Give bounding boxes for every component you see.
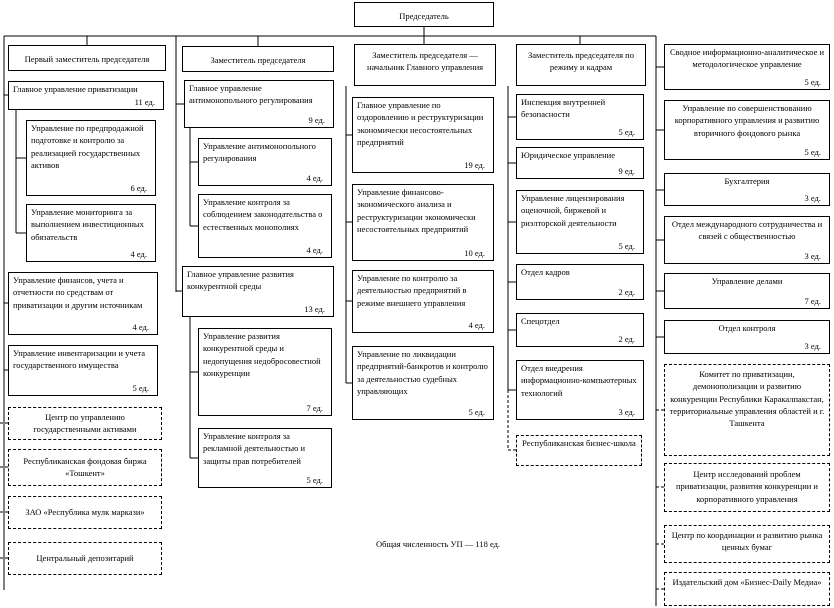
first-deputy-box: Первый заместитель председателя [8,45,166,71]
col2-unit: Главное управление развития конкурентной среды 13 ед. [182,266,334,317]
col1-affiliate: ЗАО «Республика мулк маркази» [8,496,162,529]
col1-unit: Управление мониторинга за выполнением инвестиционных обязательств 4 ед. [26,204,156,262]
col3-unit: Управление по контролю за деятельностью предприятий в режиме внешнего управления 4 ед. [352,270,494,333]
col2-unit: Управление антимонопольного регулирования 4 ед. [198,138,332,186]
col1-affiliate: Центр по управлению государственными активами [8,407,162,440]
col4-unit: Спецотдел 2 ед. [516,313,644,347]
col1-affiliate: Центральный депозитарий [8,542,162,575]
col1-unit: Управление инвентаризации и учета государственного имущества 5 ед. [8,345,158,396]
col5-unit: Бухгалтерия 3 ед. [664,173,830,206]
col4-unit: Отдел кадров 2 ед. [516,264,644,300]
col1-unit: Управление по предпродажной подготовке и контролю за реализацией государственных активов 6 ед. [26,120,156,196]
col4-unit: Инспекция внутренней безопасности 5 ед. [516,94,644,140]
col2-unit: Управление контроля за рекламной деятельностью и защиты прав потребителей 5 ед. [198,428,332,488]
col3-unit: Главное управление по оздоровлению и реструктуризации экономически несостоятельных предприятий 19 ед. [352,97,494,173]
col2-unit: Управление развития конкурентной среды и недопущения недобросовестной конкуренции 7 ед. [198,328,332,416]
col4-unit: Юридическое управление 9 ед. [516,147,644,179]
chairman-box [354,2,494,27]
col5-unit: Управление по совершенствованию корпоративного управления и развитию вторичного фондового рынка 5 ед. [664,100,830,160]
col2-unit: Управление контроля за соблюдением законодательства о естественных монополиях 4 ед. [198,194,332,258]
chairman-label: Председатель [399,11,449,21]
col5-unit: Сводное информационно-аналитическое и методологическое управление 5 ед. [664,44,830,90]
col1-affiliate: Республиканская фондовая биржа «Тошкент» [8,449,162,486]
col5-unit: Управление делами 7 ед. [664,273,830,309]
col5-affiliate: Издательский дом «Бизнес-Daily Медиа» [664,572,830,606]
col2-unit: Главное управление антимонопольного регулирования 9 ед. [184,80,334,128]
col4-unit: Управление лицензирования оценочной, биржевой и риэлторской деятельности 5 ед. [516,190,644,254]
col3-unit: Управление по ликвидации предприятий-банкротов и контролю за деятельностью судебных управляющих 5 ед. [352,346,494,420]
deputy-regime-box: Заместитель председателя по режиму и кадрам [516,44,646,86]
col5-affiliate: Центр исследований проблем приватизации, развития конкуренции и корпоративного управления [664,463,830,512]
col1-unit: Главное управление приватизации 11 ед. [8,81,164,110]
deputy-box: Заместитель председателя [182,46,334,72]
col5-affiliate: Центр по координации и развитию рынка ценных бумаг [664,525,830,563]
col5-unit: Отдел международного сотрудничества и связей с общественностью 3 ед. [664,216,830,264]
col4-affiliate: Республиканская бизнес-школа [516,435,642,466]
col5-unit: Отдел контроля 3 ед. [664,320,830,354]
deputy-head-box: Заместитель председателя — начальник Главного управления [354,44,496,86]
col4-unit: Отдел внедрения информационно-компьютерных технологий 3 ед. [516,360,644,420]
col3-unit: Управление финансово-экономического анализа и реструктуризации экономически несостоятельных предприятий 10 ед. [352,184,494,261]
col5-affiliate: Комитет по приватизации, демонополизации и развитию конкуренции Республики Каракалпакстан, территориальные управления областей и г. Ташкента [664,364,830,456]
col1-unit: Управление финансов, учета и отчетности по средствам от приватизации и другим источникам 4 ед. [8,272,158,335]
total-staff-note: Общая численность УП — 118 ед. [376,539,501,549]
